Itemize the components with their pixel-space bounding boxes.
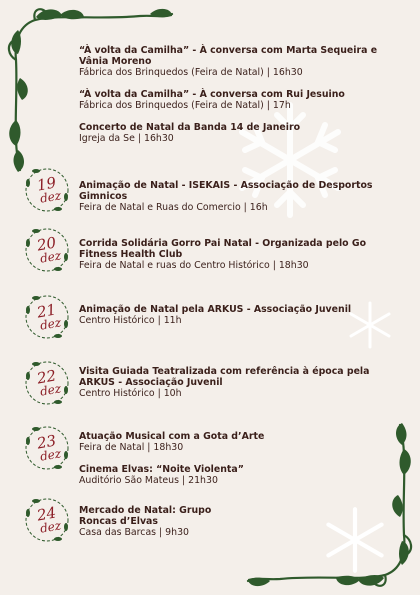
event-place: Fábrica dos Brinquedos (Feira de Natal) | 16h30 — [79, 67, 303, 78]
event-place: Centro Histórico | 10h — [79, 388, 182, 399]
event-title: Visita Guiada Teatralizada com referência à época pela ARKUS - Associação Juvenil — [79, 366, 370, 388]
event-place: Fábrica dos Brinquedos (Feira de Natal) | 17h — [79, 100, 291, 111]
event-place: Centro Histórico | 11h — [79, 315, 182, 326]
date-badge — [22, 292, 72, 342]
badge-day: 22 — [36, 366, 58, 388]
event-title: Atuação Musical com a Gota d’Arte — [79, 431, 265, 442]
badge-month: dez — [39, 248, 63, 266]
badge-month: dez — [39, 381, 63, 399]
event-place: Casa das Barcas | 9h30 — [79, 527, 190, 538]
event-item — [79, 45, 379, 78]
badge-month: dez — [39, 188, 63, 206]
event-place: Feira de Natal e ruas do Centro Histórico | 18h30 — [79, 260, 309, 271]
event-place: Feira de Natal | 18h30 — [79, 442, 184, 453]
date-badge — [22, 423, 72, 473]
event-title: “À volta da Camilha” - À conversa com Marta Sequeira e Vânia Moreno — [79, 45, 378, 67]
date-badge — [22, 495, 72, 545]
badge-month: dez — [39, 446, 63, 464]
event-title: Corrida Solidária Gorro Pai Natal - Organizada pelo Go Fitness Health Club — [79, 238, 367, 260]
date-badge — [22, 358, 72, 408]
badge-day: 19 — [36, 173, 58, 195]
event-title: Cinema Elvas: “Noite Violenta” — [79, 464, 244, 475]
event-place: Auditório São Mateus | 21h30 — [79, 475, 218, 486]
event-place: Igreja da Se | 16h30 — [79, 133, 174, 144]
badge-month: dez — [39, 315, 63, 333]
event-title: Concerto de Natal da Banda 14 de Janeiro — [79, 122, 301, 133]
event-title: “À volta da Camilha” - À conversa com Rui Jesuino — [79, 89, 345, 100]
date-badge — [22, 165, 72, 215]
day-events — [79, 180, 379, 213]
badge-month: dez — [39, 518, 63, 536]
event-title: Animação de Natal - ISEKAIS - Associação de Desportos Gimnicos — [79, 180, 373, 202]
top-events — [79, 45, 379, 144]
badge-day: 20 — [36, 233, 58, 255]
badge-day: 24 — [36, 503, 58, 525]
event-title: Animação de Natal pela ARKUS - Associação Juvenil — [79, 304, 352, 315]
event-item — [79, 122, 379, 144]
event-place: Feira de Natal e Ruas do Comercio | 16h — [79, 202, 268, 213]
event-title: Mercado de Natal: Grupo Roncas d’Elvas — [79, 505, 212, 527]
day-events — [79, 304, 379, 326]
badge-day: 21 — [36, 300, 58, 322]
day-events — [79, 238, 379, 271]
day-events — [79, 366, 379, 399]
day-events — [79, 505, 229, 538]
date-badge — [22, 225, 72, 275]
event-item — [79, 89, 379, 111]
day-events — [79, 431, 379, 486]
badge-day: 23 — [36, 431, 58, 453]
